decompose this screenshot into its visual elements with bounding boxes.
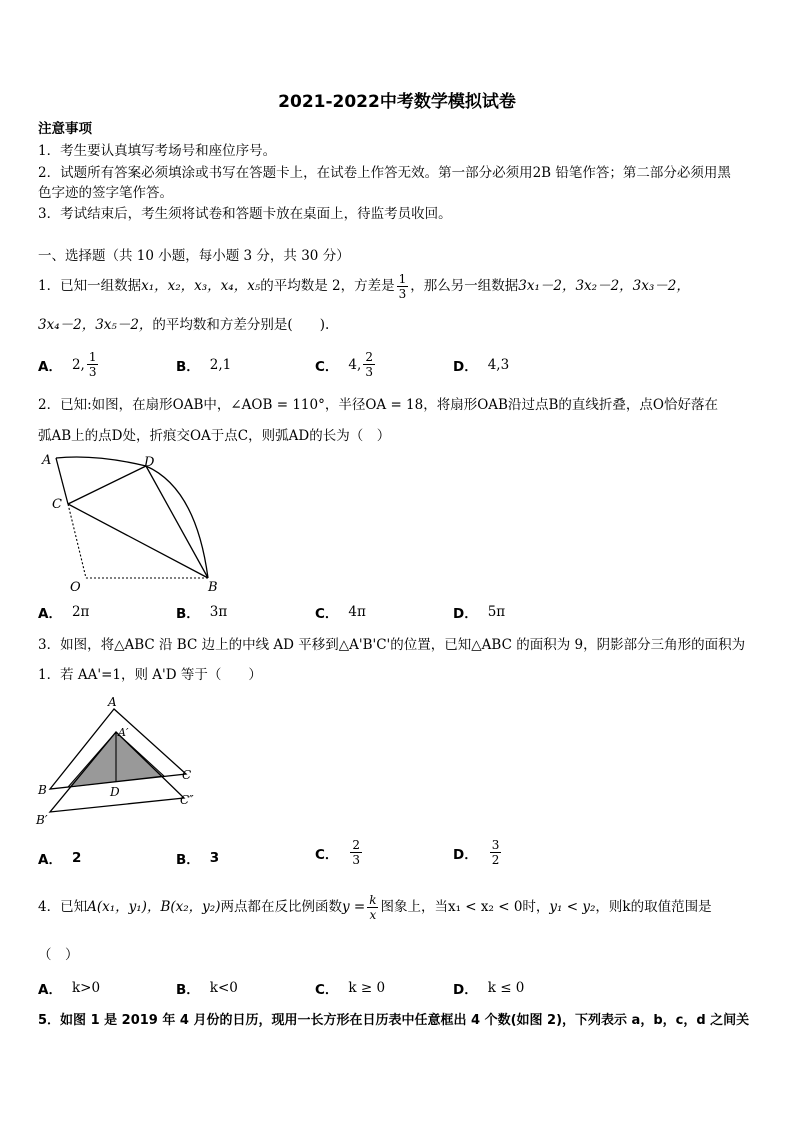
q2-option-d[interactable]: [453, 602, 505, 622]
label-a: A: [42, 453, 52, 468]
q1-options: [38, 350, 758, 380]
q4-text-a: 4．已知: [38, 899, 88, 915]
q4-text-c: 图象上，当: [380, 899, 448, 915]
label-c-double-prime: C″: [180, 793, 194, 807]
frac-num: 1: [398, 272, 407, 286]
label-c: C: [182, 768, 192, 782]
option-text: 2π: [71, 604, 90, 620]
label-b-prime: B′: [36, 813, 48, 827]
option-label: A．: [38, 852, 62, 868]
q1-option-a[interactable]: [38, 350, 100, 379]
label-d: D: [144, 455, 155, 470]
option-label: C．: [315, 846, 339, 863]
option-label: B．: [176, 852, 200, 868]
frac-den: x: [369, 908, 377, 922]
option-fraction: [87, 350, 99, 379]
q4-text-e: ，则k的取值范围是: [595, 899, 712, 915]
option-label: C．: [315, 358, 339, 375]
label-b: B: [208, 580, 218, 595]
frac-den: 3: [88, 365, 97, 379]
q3-option-d[interactable]: [453, 838, 503, 867]
option-label: A．: [38, 982, 62, 998]
q4-text-b: 两点都在反比例函数: [220, 899, 342, 915]
q4-option-d[interactable]: [453, 978, 524, 998]
q2-options: [38, 602, 758, 632]
q1-option-d[interactable]: [453, 355, 509, 375]
frac-num: 2: [365, 350, 373, 364]
frac-den: 3: [352, 853, 361, 867]
q3-option-a[interactable]: [38, 848, 81, 868]
label-d: D: [110, 785, 120, 799]
option-label: A．: [38, 358, 62, 375]
frac-den: 3: [398, 287, 407, 301]
q1-variance-fraction: [397, 272, 409, 301]
q4-points: A(x₁，y₁)，B(x₂，y₂): [87, 899, 221, 915]
option-label: D．: [453, 982, 478, 998]
option-text: k<0: [209, 980, 238, 996]
option-label: B．: [176, 606, 200, 622]
notice-heading: 注意事项: [38, 121, 92, 137]
option-fraction: [363, 350, 375, 379]
q4-option-a[interactable]: [38, 978, 100, 998]
notice-item-2: 2．试题所有答案必须填涂或书写在答题卡上，在试卷上作答无效。第一部分必须用2B 铅笔作答；第二部分必须用黑: [38, 165, 731, 181]
option-pre: 4,: [348, 356, 362, 373]
q1-exprs-2: 3x₄－2，3x₅－2，: [38, 317, 153, 333]
q4-func-lhs: y =: [341, 899, 366, 915]
q1-option-c[interactable]: [315, 350, 377, 379]
q2-line1: 2．已知:如图，在扇形OAB中，∠AOB = 110°，半径OA = 18，将扇形OAB沿过点B的直线折叠，点O恰好落在: [38, 397, 718, 413]
frac-den: 2: [491, 853, 500, 867]
q1-text-a: 1．已知一组数据: [38, 278, 142, 294]
label-a: A: [108, 695, 117, 709]
q3-option-c[interactable]: [315, 838, 364, 867]
notice-item-1: 1．考生要认真填写考场号和座位序号。: [38, 143, 277, 159]
q3-triangle-figure: [34, 694, 214, 828]
label-c: C: [52, 497, 62, 512]
q3-line2: 1．若 AA'=1，则 A'D 等于（ ）: [38, 667, 262, 683]
option-label: A．: [38, 606, 62, 622]
label-b: B: [38, 783, 47, 797]
option-text: 4π: [348, 604, 366, 620]
frac-den: 3: [365, 365, 373, 379]
q4-text-d: 时，: [522, 899, 550, 915]
q4-cond2: y₁ < y₂: [549, 899, 596, 915]
q4-cond1: x₁ < x₂ < 0: [447, 899, 523, 915]
q1-text-d: 的平均数和方差分别是( ).: [152, 317, 330, 333]
q2-option-c[interactable]: [315, 602, 366, 622]
q5-line1: 5．如图 1 是 2019 年 4 月份的日历，现用一长方形在日历表中任意框出 4 个数(如图 2)，下列表示 a，b，c，d 之间关: [38, 1013, 750, 1028]
option-label: C．: [315, 982, 339, 998]
notice-item-3: 3．考试结束后，考生须将试卷和答题卡放在桌面上，待监考员收回。: [38, 206, 452, 222]
option-text: 4,3: [487, 357, 510, 373]
frac-num: 2: [352, 838, 361, 852]
q3-option-b[interactable]: [176, 848, 219, 868]
q1-option-b[interactable]: [176, 355, 231, 375]
q1-line1: [38, 272, 690, 301]
label-a-prime: A′: [118, 726, 129, 739]
q2-option-a[interactable]: [38, 602, 89, 622]
arc-ab: [56, 457, 208, 578]
frac-num: 3: [491, 838, 500, 852]
option-text: 3π: [209, 604, 228, 620]
q3-options: [38, 838, 758, 876]
q4-option-c[interactable]: [315, 978, 385, 998]
frac-num: k: [369, 893, 377, 907]
q4-line1: [38, 890, 712, 924]
option-label: C．: [315, 606, 339, 622]
option-pre: 2,: [71, 356, 85, 373]
q4-line2: （ ）: [38, 947, 79, 963]
frac-num: 1: [88, 350, 97, 364]
option-text: 2,1: [209, 357, 232, 373]
option-text: k ≤ 0: [487, 980, 525, 996]
label-o: O: [70, 580, 81, 595]
q2-option-b[interactable]: [176, 602, 227, 622]
section-heading: 一、选择题（共 10 小题，每小题 3 分，共 30 分）: [38, 248, 350, 264]
option-text: k ≥ 0: [348, 980, 386, 996]
notice-item-2-cont: 色字迹的签字笔作答。: [38, 185, 173, 201]
q4-options: [38, 978, 758, 1008]
segment-co-dashed: [68, 504, 86, 578]
q1-vars: x₁，x₂，x₃，x₄，x₅: [141, 278, 261, 294]
option-label: D．: [453, 846, 478, 863]
q4-option-b[interactable]: [176, 978, 238, 998]
option-text: 5π: [487, 604, 506, 620]
option-label: B．: [176, 982, 200, 998]
q4-func-fraction: [367, 893, 378, 922]
q2-line2: 弧AB上的点D处，折痕交OA于点C，则弧AD的长为（ ）: [38, 428, 391, 444]
q3-line1: 3．如图，将△ABC 沿 BC 边上的中线 AD 平移到△A'B'C'的位置，已知△ABC 的面积为 9，阴影部分三角形的面积为: [38, 637, 746, 653]
option-label: D．: [453, 359, 478, 375]
option-fraction: [350, 838, 362, 867]
option-label: D．: [453, 606, 478, 622]
q2-sector-figure: [36, 448, 226, 596]
option-text: 2: [71, 850, 82, 866]
q1-line2: [38, 316, 329, 334]
q1-text-c: ，那么另一组数据: [410, 278, 519, 294]
option-label: B．: [176, 359, 200, 375]
option-text: 3: [209, 850, 220, 866]
q1-exprs: 3x₁－2，3x₂－2，3x₃－2，: [518, 278, 690, 294]
option-text: k>0: [71, 980, 101, 996]
option-fraction: [490, 838, 502, 867]
page-title: 2021-2022中考数学模拟试卷: [278, 92, 516, 112]
q1-text-b: 的平均数是 2，方差是: [260, 278, 395, 294]
segment-cd: [68, 466, 146, 504]
